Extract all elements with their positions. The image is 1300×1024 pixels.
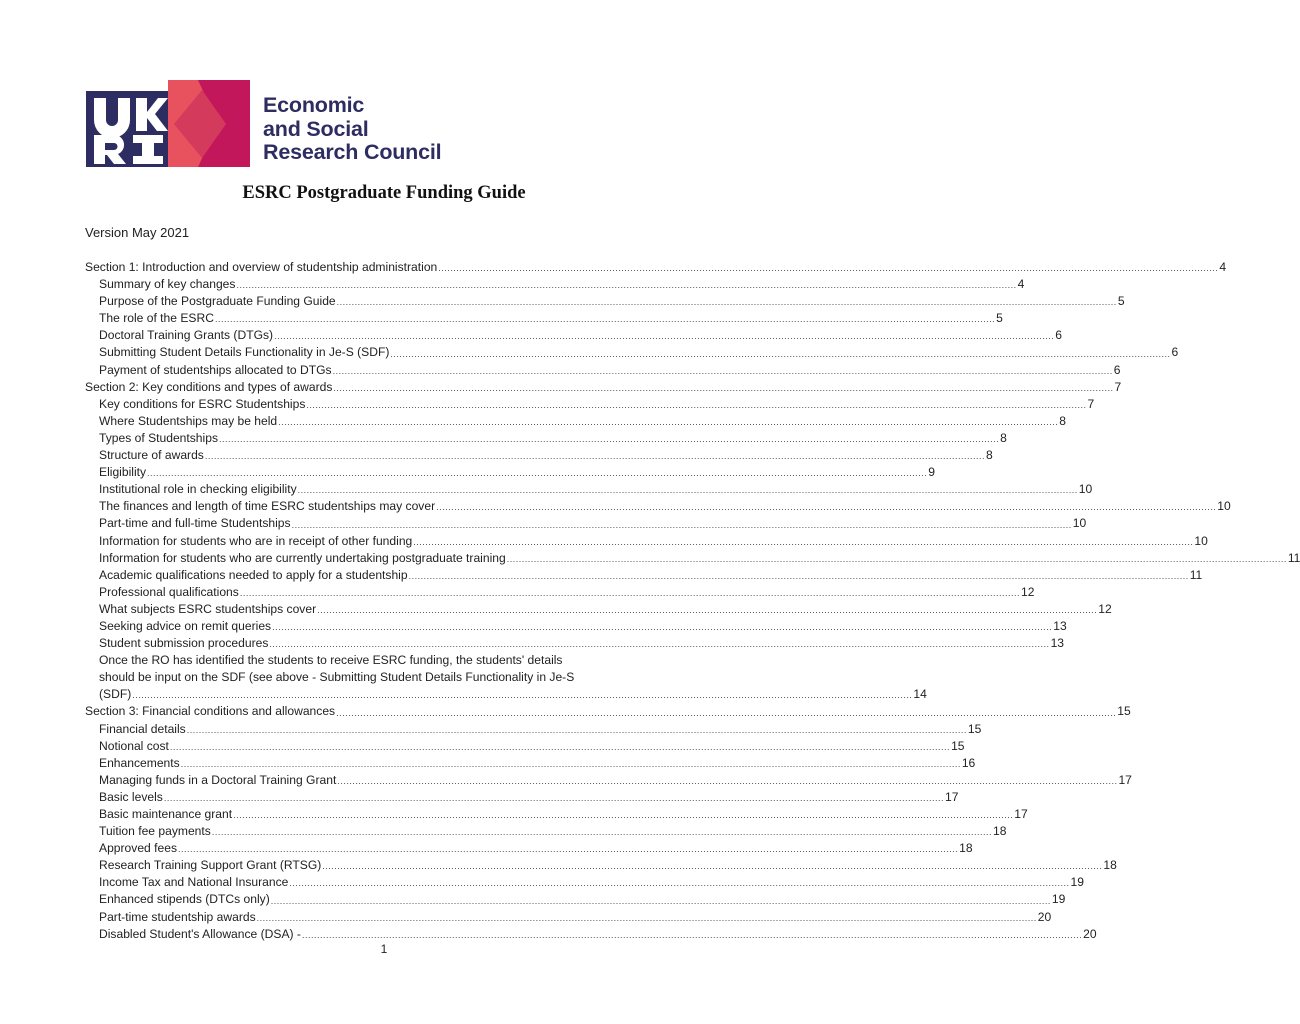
toc-entry[interactable] [99,738,965,755]
toc-dot-leader: .................................................................................................................................................................................................................................................................... [256,912,1037,923]
toc-dot-leader: .................................................................................................................................................................................................................................................................... [337,775,1118,786]
toc-entry[interactable] [99,430,1007,447]
toc-entry-label: Student submission procedures [99,636,269,651]
toc-dot-leader: .................................................................................................................................................................................................................................................................... [506,553,1287,564]
toc-entry[interactable] [99,721,982,738]
toc-entry[interactable] [99,806,1028,823]
toc-page-number: 6 [1113,362,1121,377]
toc-entry-label: Information for students who are in receipt of other funding [99,533,413,548]
toc-entry[interactable] [99,874,1084,891]
toc-page-number: 20 [1083,926,1097,941]
page-number: 1 [380,942,388,956]
toc-dot-leader: .................................................................................................................................................................................................................................................................... [178,844,959,855]
toc-page-number: 10 [1217,499,1231,514]
toc-entry-label: Managing funds in a Doctoral Training Grant [99,772,337,787]
toc-entry-label: Part-time and full-time Studentships [99,516,291,531]
toc-entry[interactable] [99,635,1065,652]
toc-entry-label: Part-time studentship awards [99,909,256,924]
toc-page-number: 5 [1117,294,1125,309]
toc-entry-label: Summary of key changes [99,277,236,292]
toc-page-number: 9 [928,465,935,480]
toc-entry[interactable] [99,567,1203,584]
toc-entry[interactable] [99,909,1052,926]
toc-entry[interactable] [99,515,1087,532]
toc-entry-label: Section 3: Financial conditions and allowances [85,704,336,719]
toc-dot-leader: .................................................................................................................................................................................................................................................................... [306,399,1087,410]
toc-dot-leader: .................................................................................................................................................................................................................................................................... [408,570,1189,581]
toc-dot-leader: .................................................................................................................................................................................................................................................................... [147,468,928,479]
toc-dot-leader: .................................................................................................................................................................................................................................................................... [390,348,1171,359]
toc-dot-leader: .................................................................................................................................................................................................................................................................... [297,485,1078,496]
toc-entry[interactable] [99,857,1117,874]
toc-entry[interactable] [99,891,1066,908]
toc-entry-label: Research Training Support Grant (RTSG) [99,858,322,873]
toc-page-number: 8 [1059,413,1067,428]
toc-entry-label: Disabled Student's Allowance (DSA) - [99,926,301,941]
toc-page-number: 5 [996,311,1003,326]
toc-page-number: 7 [1114,379,1122,394]
toc-entry-label: Tuition fee payments [99,824,211,839]
toc-page-number: 17 [945,789,959,804]
toc-dot-leader: .................................................................................................................................................................................................................................................................... [219,434,1000,445]
toc-page-number: 16 [961,755,976,770]
toc-page-number: 11 [1189,567,1203,582]
toc-entry[interactable] [85,703,1131,720]
org-name-line-1: Economic [263,93,365,117]
toc-dot-leader: .................................................................................................................................................................................................................................................................... [233,810,1014,821]
toc-dot-leader: .................................................................................................................................................................................................................................................................... [301,929,1083,940]
toc-entry[interactable] [99,926,1097,943]
toc-entry[interactable] [99,396,1095,413]
toc-page-number: 10 [1078,482,1093,497]
toc-page-number: 6 [1055,328,1062,343]
toc-dot-leader: .................................................................................................................................................................................................................................................................... [270,895,1051,906]
toc-entry-label: Doctoral Training Grants (DTGs) [99,328,274,343]
toc-page-number: 19 [1051,892,1066,907]
toc-page-number: 15 [1117,704,1131,719]
toc-entry[interactable] [99,464,935,481]
toc-entry[interactable] [99,618,1067,635]
toc-dot-leader: .................................................................................................................................................................................................................................................................... [272,622,1053,633]
toc-entry-label: Enhancements [99,755,180,770]
toc-dot-leader: .................................................................................................................................................................................................................................................................... [438,263,1219,274]
toc-page-number: 8 [1000,430,1007,445]
toc-entry[interactable] [85,259,1227,276]
toc-entry[interactable] [99,550,1300,567]
toc-entry[interactable] [99,533,1208,550]
toc-dot-leader: .................................................................................................................................................................................................................................................................... [336,707,1117,718]
ukri-logo [86,80,506,170]
toc-page-number: 13 [1050,636,1065,651]
toc-dot-leader: .................................................................................................................................................................................................................................................................... [322,861,1103,872]
toc-entry[interactable] [99,584,1035,601]
toc-entry[interactable] [99,413,1067,430]
toc-dot-leader: .................................................................................................................................................................................................................................................................... [211,827,992,838]
toc-entry-label: Submitting Student Details Functionality in Je-S (SDF) [99,345,390,360]
toc-entry[interactable] [99,276,1025,293]
toc-dot-leader: .................................................................................................................................................................................................................................................................... [436,502,1217,513]
toc-entry[interactable] [99,498,1231,515]
toc-entry-label: Section 1: Introduction and overview of studentship administration [85,260,438,274]
toc-dot-leader: .................................................................................................................................................................................................................................................................... [186,724,967,735]
toc-dot-leader: .................................................................................................................................................................................................................................................................... [289,878,1070,889]
toc-dot-leader: .................................................................................................................................................................................................................................................................... [413,536,1194,547]
toc-page-number: 6 [1171,345,1179,360]
toc-entry-label: The finances and length of time ESRC studentships may cover [99,499,436,514]
toc-dot-leader: .................................................................................................................................................................................................................................................................... [274,331,1055,342]
toc-page-number: 10 [1194,533,1208,548]
toc-entry-label: Payment of studentships allocated to DTGs [99,362,332,377]
toc-entry[interactable] [99,481,1093,498]
toc-dot-leader: .................................................................................................................................................................................................................................................................... [333,382,1114,393]
toc-dot-leader: .................................................................................................................................................................................................................................................................... [214,314,996,325]
toc-entry[interactable] [99,344,1179,361]
toc-page-number: 14 [913,687,927,702]
toc-dot-leader: .................................................................................................................................................................................................................................................................... [163,793,944,803]
toc-entry-label: Section 2: Key conditions and types of awards [85,379,333,394]
toc-page-number: 18 [959,841,973,856]
toc-entry-label: Income Tax and National Insurance [99,875,289,890]
toc-page-number: 18 [1103,858,1117,873]
toc-page-number: 17 [1118,772,1132,787]
table-of-contents [85,259,1300,943]
toc-page-number: 4 [1219,260,1227,274]
document-title: ESRC Postgraduate Funding Guide [242,183,526,203]
toc-entry[interactable] [99,789,959,806]
toc-dot-leader: .................................................................................................................................................................................................................................................................... [291,519,1072,530]
toc-dot-leader: .................................................................................................................................................................................................................................................................... [336,297,1117,308]
org-name-line-3: Research Council [263,140,442,164]
toc-entry[interactable] [99,840,973,857]
toc-entry-label: Eligibility [99,465,147,480]
toc-page-number: 20 [1037,909,1052,924]
toc-entry-label: Basic maintenance grant [99,807,233,821]
toc-page-number: 15 [951,738,965,753]
toc-page-number: 17 [1014,807,1028,821]
toc-entry[interactable] [85,379,1122,396]
toc-page-number: 12 [1020,584,1035,599]
toc-page-number: 10 [1072,516,1087,531]
toc-entry-label: Information for students who are currently undertaking postgraduate training [99,550,506,565]
toc-entry-label: Types of Studentships [99,430,218,445]
toc-entry-label-line: should be input on the SDF (see above - Submitting Student Details Functionality in Je-S [99,670,575,685]
toc-page-number: 19 [1070,875,1084,890]
toc-entry-label: Notional cost [99,738,169,753]
toc-entry-label: Approved fees [99,841,177,856]
toc-entry[interactable] [99,772,1132,789]
toc-entry[interactable] [99,327,1062,344]
toc-entry-label: Structure of awards [99,448,204,463]
toc-dot-leader: .................................................................................................................................................................................................................................................................... [180,758,961,769]
toc-page-number: 7 [1087,396,1095,411]
organisation-name [263,94,441,165]
toc-page-number: 15 [967,721,982,736]
version-text: Version May 2021 [85,225,190,240]
toc-entry-label: Institutional role in checking eligibility [99,482,297,497]
toc-entry-label: Professional qualifications [99,584,239,599]
toc-entry[interactable] [99,447,993,464]
toc-entry[interactable] [99,652,927,703]
toc-dot-leader: .................................................................................................................................................................................................................................................................... [269,639,1050,650]
toc-entry[interactable] [99,293,1125,310]
ukri-logo-icon [86,80,251,170]
toc-page-number: 11 [1287,550,1300,565]
toc-entry-label: The role of the ESRC [99,311,214,326]
toc-page-number: 18 [992,824,1007,839]
toc-page-number: 13 [1053,618,1067,633]
toc-entry-label: Purpose of the Postgraduate Funding Guide [99,294,336,309]
toc-entry-label: Basic levels [99,789,163,804]
toc-entry[interactable] [99,823,1007,840]
toc-dot-leader: .................................................................................................................................................................................................................................................................... [317,604,1098,615]
toc-dot-leader: .................................................................................................................................................................................................................................................................... [332,365,1113,376]
toc-entry-label: Academic qualifications needed to apply for a studentship [99,567,408,582]
toc-entry[interactable] [99,601,1112,618]
toc-entry-label: Enhanced stipends (DTCs only) [99,892,270,907]
org-name-line-2: and Social [263,116,369,141]
toc-dot-leader: .................................................................................................................................................................................................................................................................... [236,280,1017,291]
toc-dot-leader: .................................................................................................................................................................................................................................................................... [169,741,951,752]
toc-dot-leader: .................................................................................................................................................................................................................................................................... [278,416,1059,427]
toc-entry-label: Seeking advice on remit queries [99,618,272,633]
toc-entry-label-line: (SDF) [99,687,132,702]
toc-entry-label-line: Once the RO has identified the students to receive ESRC funding, the students' details [99,653,563,668]
toc-page-number: 12 [1098,601,1112,616]
toc-dot-leader: .................................................................................................................................................................................................................................................................... [239,587,1020,598]
toc-entry[interactable] [99,755,976,772]
toc-page-number: 4 [1017,277,1025,292]
toc-dot-leader: .................................................................................................................................................................................................................................................................... [132,690,913,701]
toc-entry-label: Financial details [99,721,186,736]
toc-entry-label: What subjects ESRC studentships cover [99,601,317,616]
toc-dot-leader: .................................................................................................................................................................................................................................................................... [204,451,985,462]
toc-entry[interactable] [99,310,1003,327]
toc-entry-label: Where Studentships may be held [99,413,278,428]
toc-entry-label: Key conditions for ESRC Studentships [99,396,306,411]
toc-page-number: 8 [986,448,993,463]
toc-entry[interactable] [99,362,1121,379]
